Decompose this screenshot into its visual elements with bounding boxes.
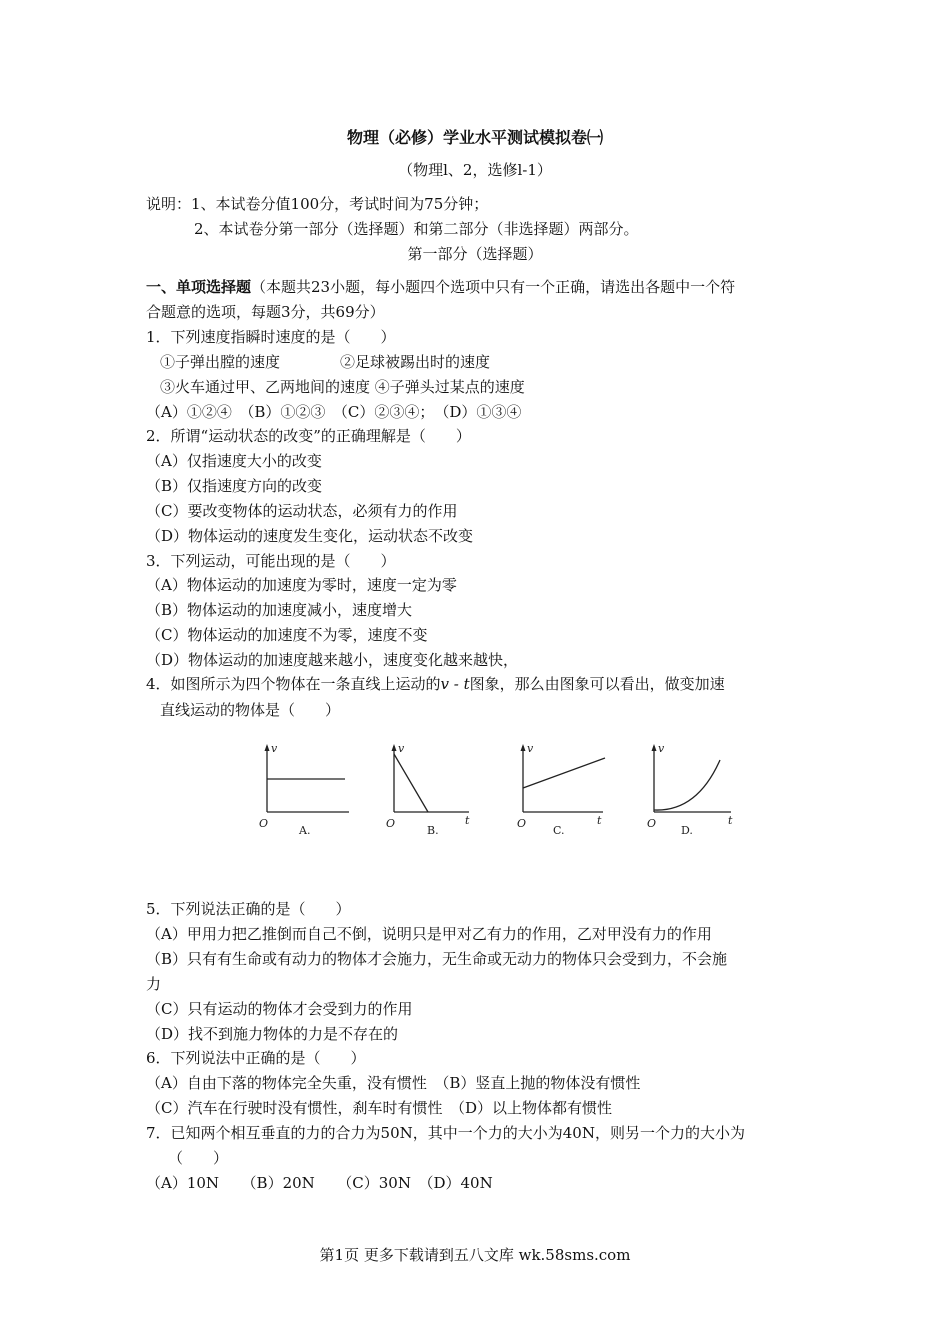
note-2: 2、本试卷分第一部分（选择题）和第二部分（非选择题）两部分。: [194, 220, 639, 238]
q4-stem-1: 4．如图所示为四个物体在一条直线上运动的: [146, 675, 441, 693]
q2-option-d: （D）物体运动的速度发生变化，运动状态不改变: [146, 527, 474, 545]
q7-stem-cont: （ ）: [168, 1149, 229, 1167]
graph-a-label: A.: [299, 824, 311, 837]
q3-stem: 3．下列运动，可能出现的是（ ）: [146, 552, 396, 570]
section1-instruction-2: 合题意的选项，每题3分，共69分）: [146, 303, 385, 321]
q5-option-b-cont: 力: [146, 975, 162, 993]
graph-d-curve: [654, 760, 720, 810]
graph-a-v-arrow: [265, 744, 270, 751]
q5-option-d: （D）找不到施力物体的力是不存在的: [146, 1025, 399, 1043]
q2-option-c: （C）要改变物体的运动状态，必须有力的作用: [146, 502, 458, 520]
q5-option-b: （B）只有有生命或有动力的物体才会施力，无生命或无动力的物体只会受到力，不会施: [146, 950, 728, 968]
graph-d-v-arrow: [652, 744, 657, 751]
page-title: 物理（必修）学业水平测试模拟卷㈠: [346, 128, 603, 147]
q3-option-c: （C）物体运动的加速度不为零，速度不变: [146, 626, 428, 644]
q2-option-a: （A）仅指速度大小的改变: [146, 452, 322, 470]
q6-options-ab: （A）自由下落的物体完全失重，没有惯性 （B）竖直上抛的物体没有惯性: [146, 1074, 641, 1092]
q3-option-a: （A）物体运动的加速度为零时，速度一定为零: [146, 576, 457, 594]
graph-c-label: C.: [553, 824, 565, 837]
graph-c-origin-label: O: [517, 817, 527, 830]
graph-c-v-arrow: [521, 744, 526, 751]
graph-c-t-label: t: [597, 814, 602, 827]
q3-option-d: （D）物体运动的加速度越来越小，速度变化越来越快，: [146, 651, 519, 669]
graph-d: [647, 742, 733, 837]
graph-a: [259, 742, 349, 837]
q7-options: （A）10N （B）20N （C）30N （D）40N: [146, 1174, 493, 1192]
graph-c: [517, 742, 605, 837]
q1-items-1: ①子弹出膛的速度 ②足球被踢出时的速度: [160, 353, 491, 371]
graph-d-t-label: t: [728, 814, 733, 827]
q2-option-b: （B）仅指速度方向的改变: [146, 477, 323, 495]
q4-vt-symbol: v - t: [440, 675, 470, 693]
note-1: 说明：1、本试卷分值100分，考试时间为75分钟；: [146, 195, 489, 213]
graph-b-v-label: v: [398, 742, 405, 755]
page-subtitle: （物理l、2，选修l-1）: [398, 161, 552, 179]
graph-b-label: B.: [427, 824, 439, 837]
graph-d-origin-label: O: [647, 817, 657, 830]
q2-stem: 2．所谓“运动状态的改变”的正确理解是（ ）: [146, 427, 471, 445]
page-footer: 第1页 更多下载请到五八文库 wk.58sms.com: [319, 1246, 631, 1264]
vt-graphs-svg: [255, 740, 735, 840]
q1-items-2: ③火车通过甲、乙两地间的速度 ④子弹头过某点的速度: [160, 378, 525, 396]
graph-c-curve: [523, 758, 605, 788]
q5-stem: 5．下列说法正确的是（ ）: [146, 900, 351, 918]
graph-b-origin-label: O: [386, 817, 396, 830]
q1-options: （A）①②④ （B）①②③ （C）②③④； （D）①③④: [146, 403, 522, 421]
part1-heading: 第一部分（选择题）: [407, 245, 543, 263]
graph-c-v-label: v: [527, 742, 534, 755]
graph-b-curve: [394, 754, 428, 812]
graph-a-origin-label: O: [259, 817, 269, 830]
q3-option-b: （B）物体运动的加速度减小，速度增大: [146, 601, 413, 619]
graph-d-v-label: v: [658, 742, 665, 755]
section1-heading: 一、单项选择题: [146, 278, 252, 296]
q4-stem-2: 图象，那么由图象可以看出，做变加速: [469, 675, 725, 693]
q6-stem: 6．下列说法中正确的是（ ）: [146, 1049, 366, 1067]
graph-d-label: D.: [681, 824, 693, 837]
section1-instruction: （本题共23小题，每小题四个选项中只有一个正确，请选出各题中一个符: [251, 278, 736, 296]
q4-stem-line: [146, 674, 725, 694]
graph-b-t-label: t: [465, 814, 470, 827]
graph-b-v-arrow: [392, 744, 397, 751]
vt-graphs-figure: [255, 740, 735, 840]
q5-option-a: （A）甲用力把乙推倒而自己不倒，说明只是甲对乙有力的作用，乙对甲没有力的作用: [146, 925, 712, 943]
q1-stem: 1．下列速度指瞬时速度的是（ ）: [146, 328, 396, 346]
graph-a-v-label: v: [271, 742, 278, 755]
q6-options-cd: （C）汽车在行驶时没有惯性，刹车时有惯性 （D）以上物体都有惯性: [146, 1099, 613, 1117]
section1-heading-line: [146, 277, 735, 297]
q7-stem: 7．已知两个相互垂直的力的合力为50N，其中一个力的大小为40N，则另一个力的大小为: [146, 1124, 745, 1142]
q5-option-c: （C）只有运动的物体才会受到力的作用: [146, 1000, 413, 1018]
q4-stem-3: 直线运动的物体是（ ）: [160, 701, 341, 719]
graph-b: [386, 742, 470, 837]
